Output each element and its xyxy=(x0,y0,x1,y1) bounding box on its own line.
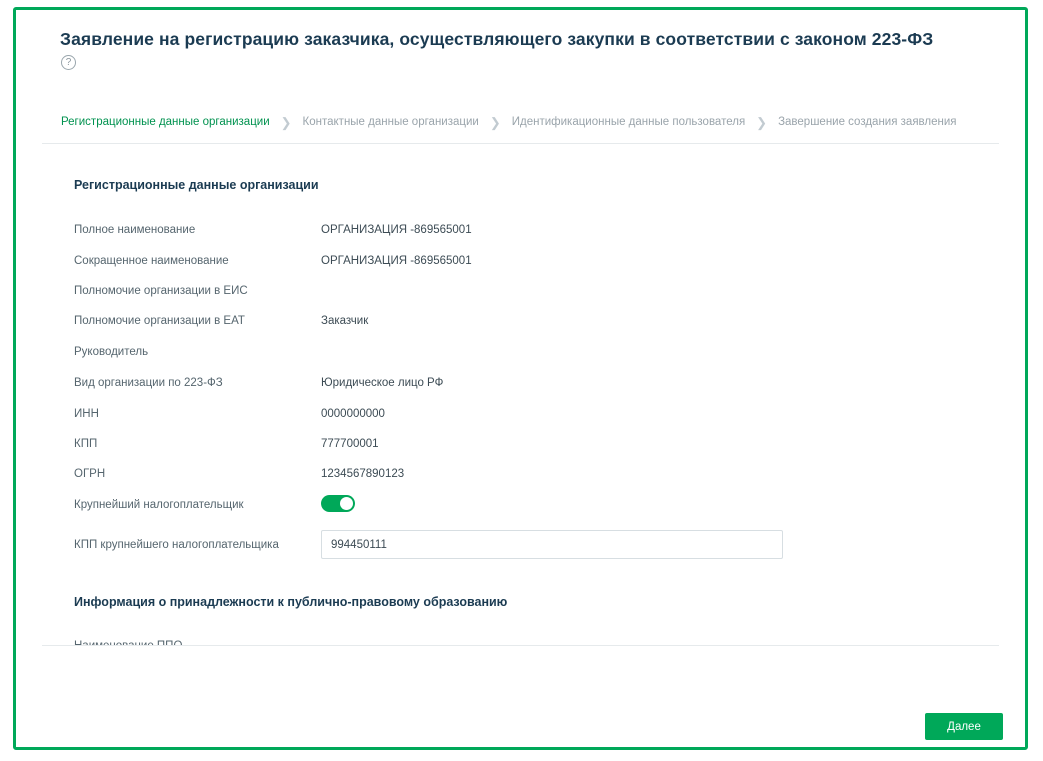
field-value: ОРГАНИЗАЦИЯ -869565001 xyxy=(321,224,472,236)
field-label: КПП xyxy=(74,438,98,450)
field-organization-type-223fz xyxy=(74,375,974,397)
next-button[interactable]: Далее xyxy=(925,713,1003,740)
field-label: Вид организации по 223-ФЗ xyxy=(74,377,223,389)
field-value: 777700001 xyxy=(321,438,379,450)
form-footer xyxy=(16,646,1025,747)
field-authority-eat xyxy=(74,313,974,335)
breadcrumb xyxy=(61,110,991,134)
section-title-registration: Регистрационные данные организации xyxy=(74,178,319,192)
field-largest-taxpayer-kpp xyxy=(74,537,974,559)
field-label: Полномочие организации в ЕАТ xyxy=(74,315,245,327)
field-value: ОРГАНИЗАЦИЯ -869565001 xyxy=(321,255,472,267)
field-label: Полномочие организации в ЕИС xyxy=(74,285,248,297)
field-kpp xyxy=(74,436,974,458)
chevron-right-icon: ❯ xyxy=(489,114,501,130)
step-contact-data[interactable]: Контактные данные организации xyxy=(302,116,479,128)
field-label: Крупнейший налогоплательщик xyxy=(74,499,244,511)
field-head-of-organization xyxy=(74,344,974,366)
divider-top xyxy=(42,143,999,144)
field-label: Руководитель xyxy=(74,346,149,358)
chevron-right-icon: ❯ xyxy=(756,114,768,130)
chevron-right-icon: ❯ xyxy=(280,114,292,130)
field-inn xyxy=(74,406,974,428)
field-label: Полное наименование xyxy=(74,224,196,236)
field-value: 1234567890123 xyxy=(321,468,405,480)
field-short-name xyxy=(74,253,974,275)
field-value: Юридическое лицо РФ xyxy=(321,377,444,389)
application-form-window xyxy=(13,7,1028,750)
field-value: 0000000000 xyxy=(321,408,385,420)
step-application-completion[interactable]: Завершение создания заявления xyxy=(778,116,957,128)
field-label: КПП крупнейшего налогоплательщика xyxy=(74,539,279,551)
largest-taxpayer-toggle[interactable] xyxy=(321,495,355,512)
largest-taxpayer-kpp-input[interactable] xyxy=(321,530,783,559)
page-title: Заявление на регистрацию заказчика, осуществляющего закупки в соответствии с законом 223-ФЗ xyxy=(60,29,934,49)
field-label: ИНН xyxy=(74,408,99,420)
field-full-name xyxy=(74,222,974,244)
field-label: ОГРН xyxy=(74,468,106,480)
step-user-identification-data[interactable]: Идентификационные данные пользователя xyxy=(511,116,746,128)
field-ogrn xyxy=(74,466,974,488)
step-registration-data[interactable]: Регистрационные данные организации xyxy=(61,116,270,128)
toggle-knob xyxy=(340,497,353,510)
field-value: Заказчик xyxy=(321,315,369,327)
field-label: Сокращенное наименование xyxy=(74,255,229,267)
field-authority-eis xyxy=(74,283,974,305)
section-title-ppo: Информация о принадлежности к публично-правовому образованию xyxy=(74,595,508,609)
question-mark-icon[interactable]: ? xyxy=(61,55,76,70)
field-largest-taxpayer xyxy=(74,497,974,519)
